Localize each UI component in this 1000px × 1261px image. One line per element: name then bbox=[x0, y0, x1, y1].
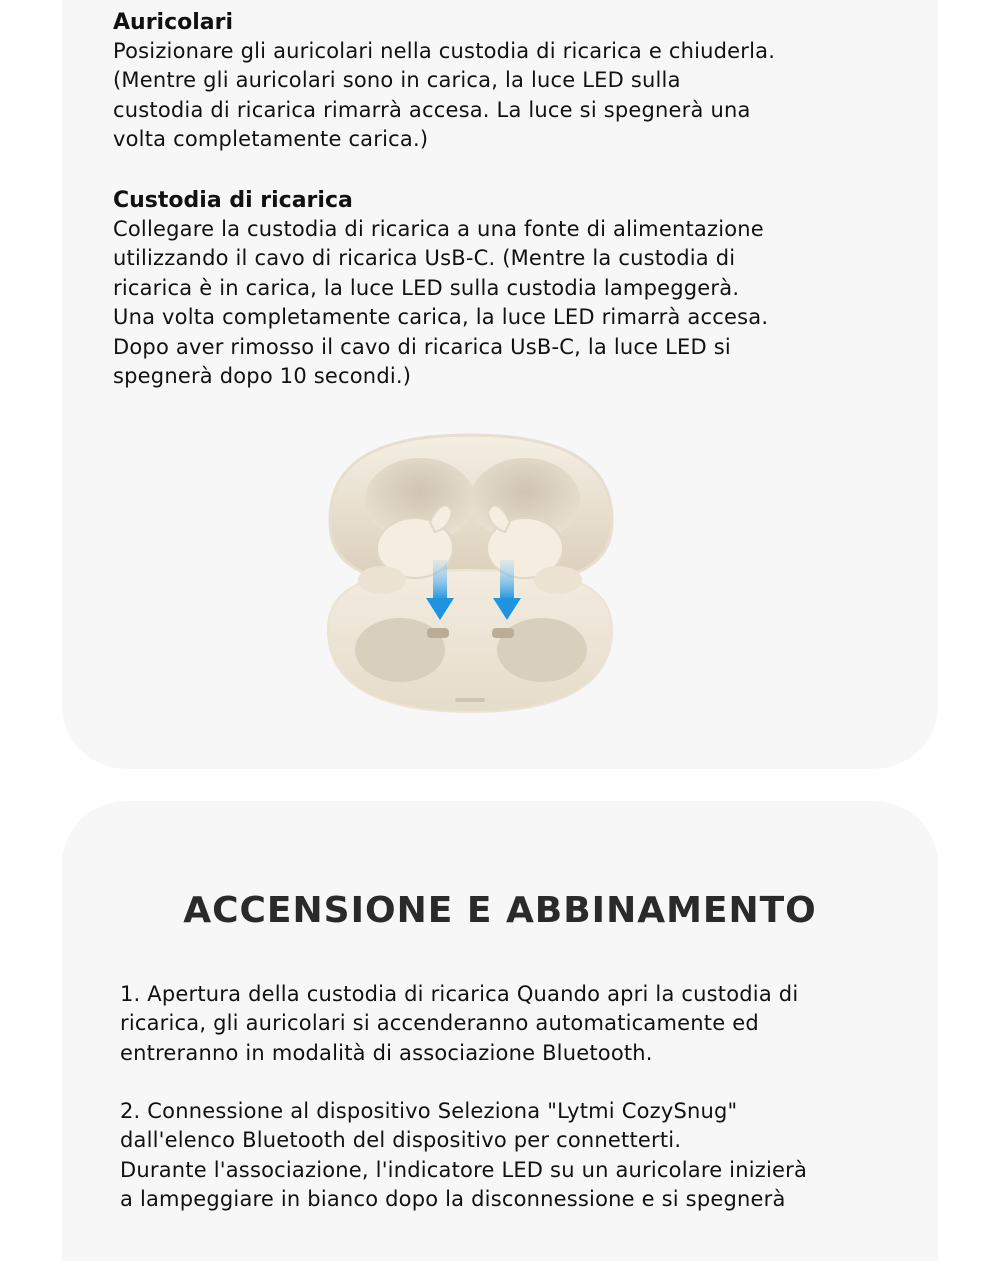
case-instructions: Collegare la custodia di ricarica a una fonte di alimentazione utilizzando il cavo di ricarica UsB-C. (Mentre la custodia di ricarica è in carica, la luce LED sulla custodia lampeggerà. Una volta completamente carica, la luce LED rimarrà accesa. Dopo aver rimosso il cavo di ricarica UsB-C, la luce LED si spegnerà dopo 10 secondi.) bbox=[113, 217, 769, 389]
pairing-step-2: 2. Connessione al dispositivo Seleziona "Lytmi CozySnug" dall'elenco Bluetooth del dispositivo per connetterti. Durante l'associazione, l'indicatore LED su un auricolare inizierà a lampeggiare in bianco dopo la disconnessione e si spegnerà bbox=[120, 1099, 808, 1212]
pairing-step-1: 1. Apertura della custodia di ricarica Quando apri la custodia di ricarica, gli auricolari si accenderanno automaticamente ed entreranno in modalità di associazione Bluetooth. bbox=[120, 982, 799, 1065]
earbuds-section bbox=[113, 8, 913, 155]
earbuds-heading: Auricolari bbox=[113, 10, 234, 35]
case-heading: Custodia di ricarica bbox=[113, 188, 353, 213]
pairing-title: ACCENSIONE E ABBINAMENTO bbox=[183, 890, 817, 931]
case-section bbox=[113, 186, 913, 391]
earbuds-instructions: Posizionare gli auricolari nella custodia di ricarica e chiuderla. (Mentre gli auricolari sono in carica, la luce LED sulla custodia di ricarica rimarrà accesa. La luce si spegnerà una volta completamente carica.) bbox=[113, 39, 776, 152]
earbuds-charging-case-illustration bbox=[320, 430, 620, 720]
